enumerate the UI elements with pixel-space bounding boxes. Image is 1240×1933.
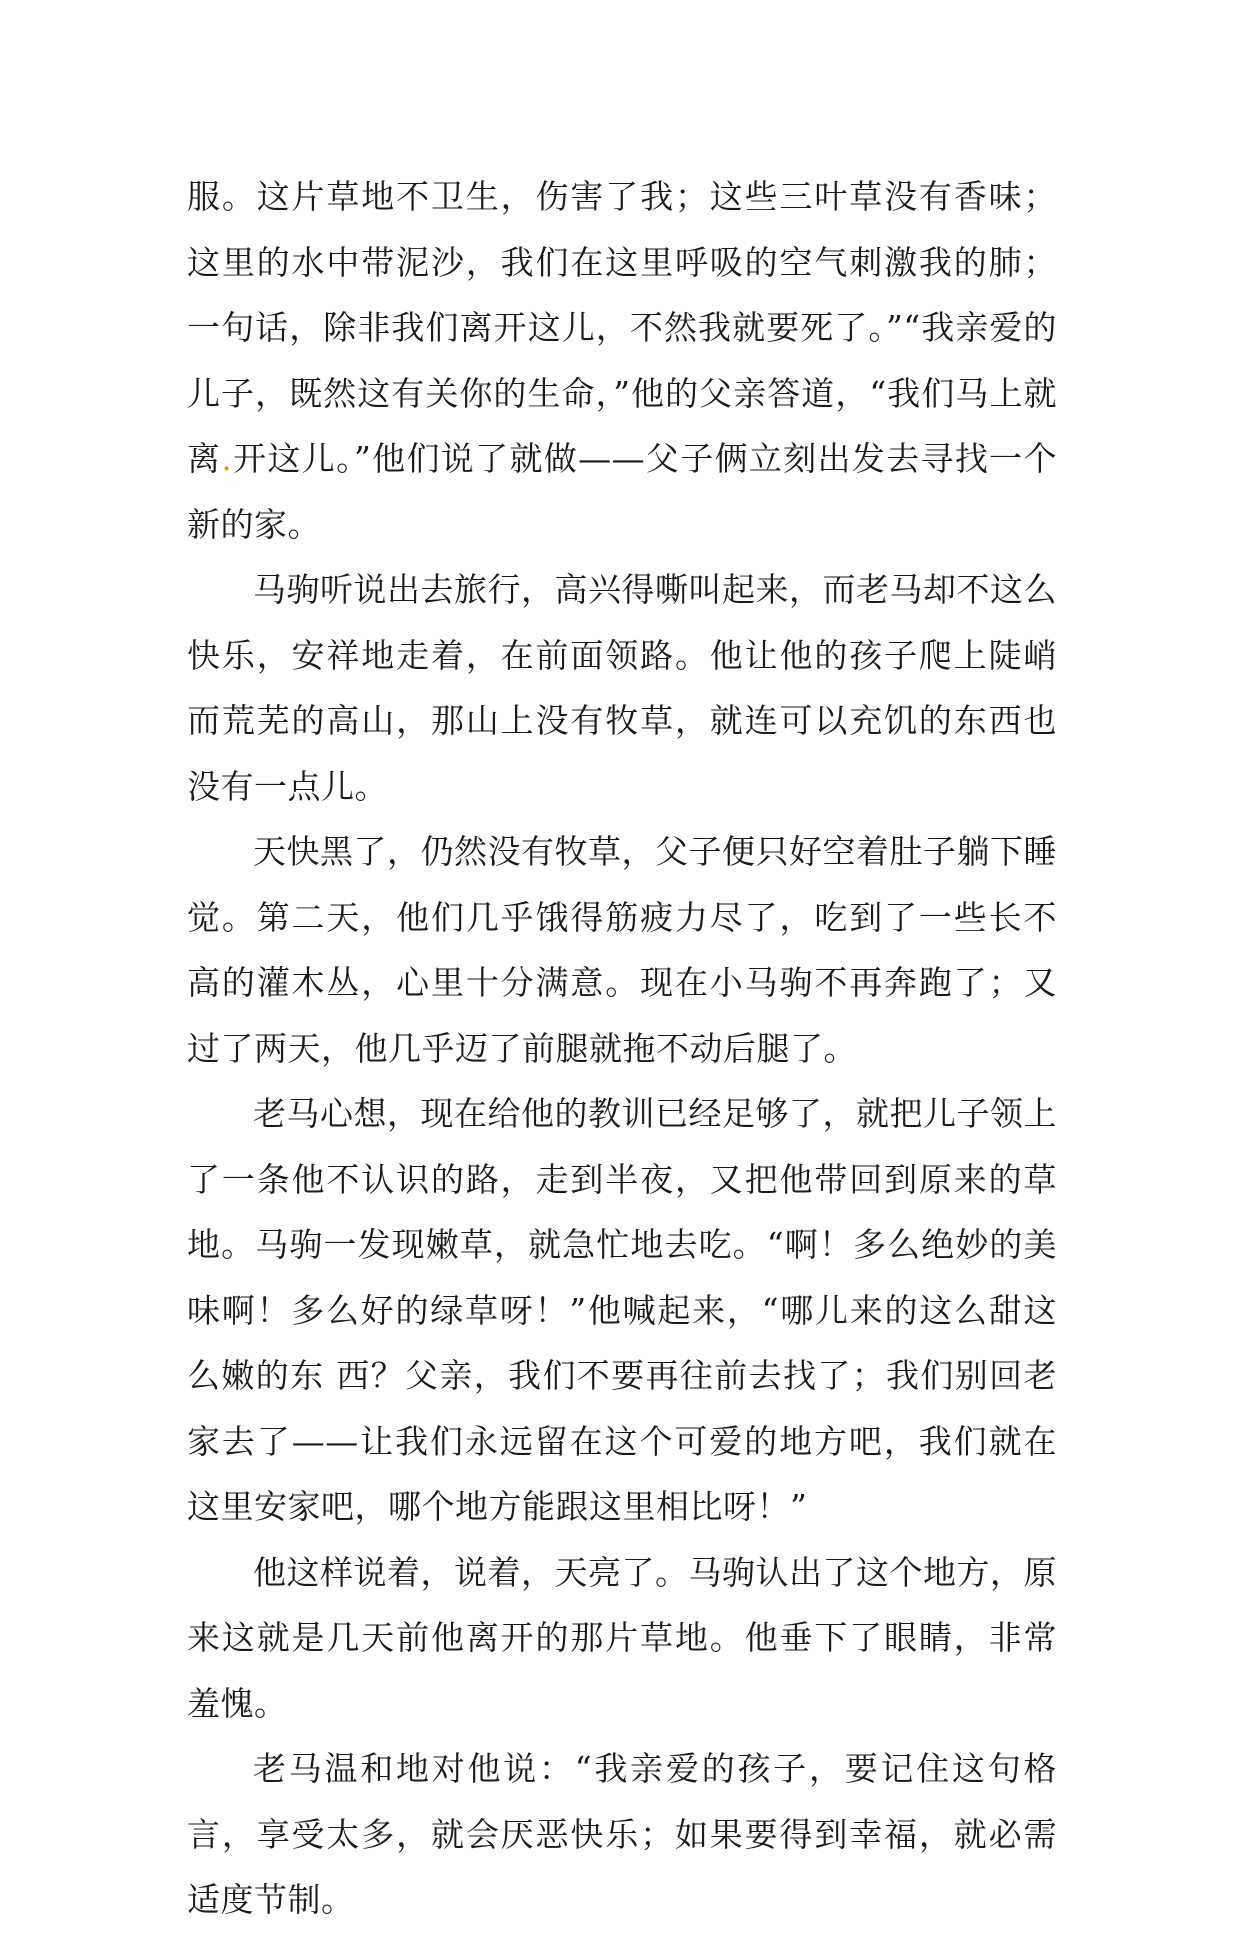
paragraph-5: 他这样说着，说着，天亮了。马驹认出了这个地方，原来这就是几天前他离开的那片草地。他垂下了眼睛，非常羞愧。 [187,1552,1057,1723]
document-body [187,164,1057,1933]
paragraph-6: 老马温和地对他说：“我亲爱的孩子，要记住这句格言，享受太多，就会厌恶快乐；如果要得到幸福，就必需适度节制。 [187,1749,1057,1919]
paragraph-3: 天快黑了，仍然没有牧草，父子便只好空着肚子躺下睡觉。第二天，他们几乎饿得筋疲力尽了，吃到了一些长不高的灌木丛，心里十分满意。现在小马驹不再奔跑了；又过了两天，他几乎迈了前腿就拖不动后腿了。 [187,832,1057,1068]
paragraph-1-text-start: 服。这片草地不卫生，伤害了我；这些三叶草没有香味；这里的水中带泥沙，我们在这里呼吸的空气刺激我的肺；一句话，除非我们离开这儿，不然我就要死了。”“我亲爱的儿子，既然这有关你的生命，”他的父亲答道，“我们马上就离 [187,177,1057,478]
paragraph-2: 马驹听说出去旅行，高兴得嘶叫起来，而老马却不这么快乐，安祥地走着，在前面领路。他让他的孩子爬上陡峭而荒芜的高山，那山上没有牧草，就连可以充饥的东西也没有一点儿。 [187,570,1057,806]
paragraph-1 [187,164,1057,557]
stray-mark: . [221,439,233,478]
paragraph-4: 老马心想，现在给他的教训已经足够了，就把儿子领上了一条他不认识的路，走到半夜，又把他带回到原来的草地。马驹一发现嫩草，就急忙地去吃。“啊！多么绝妙的美味啊！多么好的绿草呀！”他喊起来，“哪儿来的这么甜这么嫩的东 西？父亲，我们不要再往前去找了；我们别回老家去了——让我们永远留在这个可爱的地方吧，我们就在这里安家吧，哪个地方能跟这里相比呀！” [187,1094,1057,1526]
paragraph-1-text-end: 开这儿。”他们说了就做——父子俩立刻出发去寻找一个新的家。 [187,439,1057,544]
